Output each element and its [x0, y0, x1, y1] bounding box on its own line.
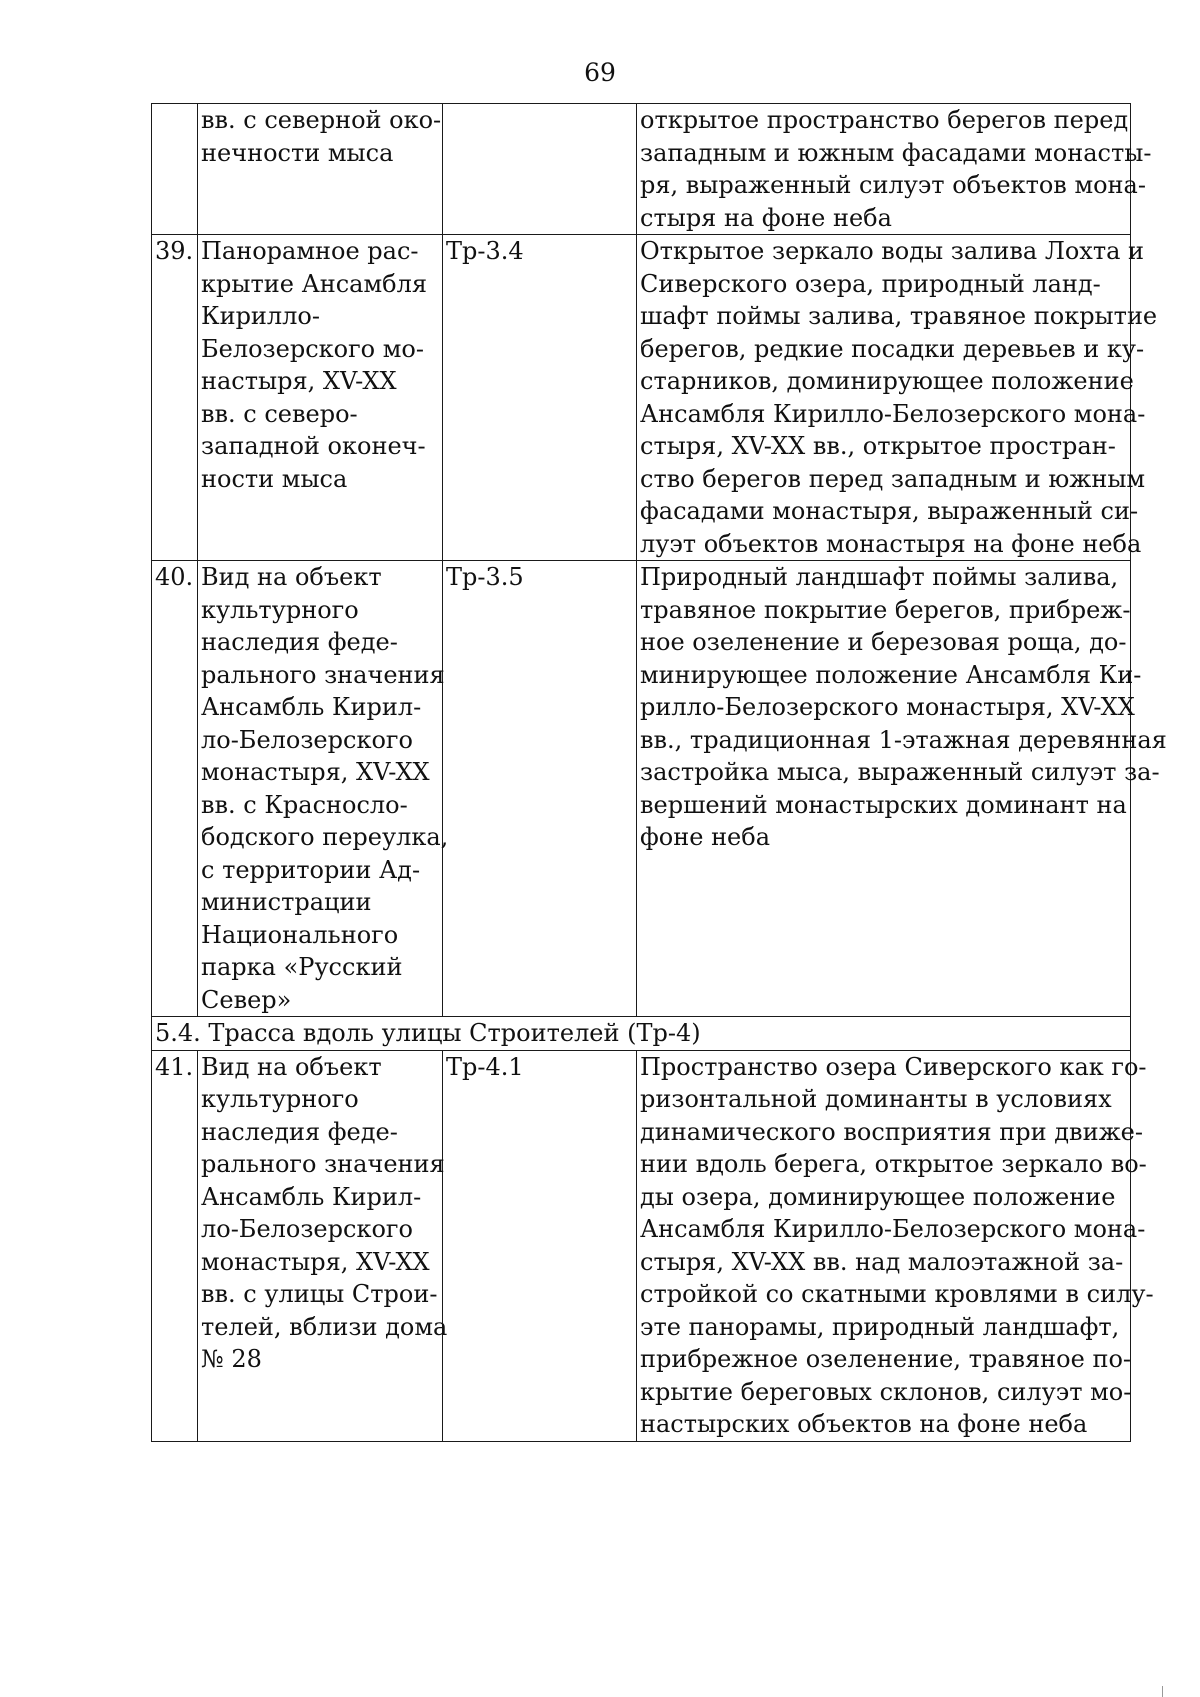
view-description-line: Ансамбля Кирилло-Белозерского мона- [640, 1215, 1146, 1243]
view-name-line: западной оконеч- [201, 432, 426, 460]
row-number [152, 561, 198, 1017]
view-name-line: бодского переулка, [201, 823, 449, 851]
route-code-text: Тр-4.1 [446, 1052, 524, 1081]
view-name-line: парка «Русский [201, 953, 403, 981]
view-description-line: крытие береговых склонов, силуэт мо- [640, 1377, 1132, 1406]
view-description-line: настырских объектов на фоне неба [640, 1410, 1088, 1438]
view-name-line: № 28 [201, 1345, 262, 1373]
view-name-line: вв. с северо- [201, 399, 358, 428]
route-code [443, 235, 637, 561]
view-description [637, 1050, 1154, 1441]
view-name-line: Вид на объект [201, 1052, 382, 1081]
view-name-line: с территории Ад- [201, 855, 421, 884]
row-number-text: 40. [155, 563, 194, 591]
view-description-line: вершений монастырских доминант на [640, 790, 1127, 819]
view-name [198, 1050, 448, 1441]
page-number: 69 [584, 58, 616, 87]
table-row [152, 104, 1131, 235]
view-description-line: Сиверского озера, природный ланд- [640, 269, 1101, 298]
view-name-line: монастыря, XV-XX [201, 1247, 430, 1276]
view-name-line: министрации [201, 888, 372, 916]
view-description-line: нии вдоль берега, открытое зеркало во- [640, 1150, 1147, 1178]
heritage-table [151, 103, 1167, 1442]
view-name-line: ло-Белозерского [201, 1215, 413, 1243]
view-name-line: крытие Ансамбля [201, 269, 427, 298]
view-name-line: Ансамбль Кирил- [201, 1182, 422, 1211]
row-number-text: 41. [155, 1052, 194, 1081]
view-description-line: травяное покрытие берегов, прибреж- [640, 595, 1131, 624]
route-code [443, 561, 637, 1017]
view-name-line: Панорамное рас- [201, 237, 419, 265]
view-name-line: телей, вблизи дома [201, 1312, 448, 1341]
view-name-line: наследия феде- [201, 628, 398, 656]
view-name-line: культурного [201, 595, 359, 624]
view-description-line: ря, выраженный силуэт объектов мона- [640, 171, 1146, 199]
view-description-line: стыря, XV-XX вв. над малоэтажной за- [640, 1247, 1124, 1276]
view-name-line: Север» [201, 985, 292, 1014]
view-name-line: Вид на объект [201, 563, 382, 591]
view-name [198, 235, 443, 561]
view-name-line: ности мыса [201, 464, 348, 493]
view-description-line: ризонтальной доминанты в условиях [640, 1085, 1112, 1113]
view-name-line: настыря, XV-XX [201, 367, 397, 395]
view-description-line: Пространство озера Сиверского как го- [640, 1052, 1147, 1081]
view-description-line: рилло-Белозерского монастыря, XV-XX [640, 693, 1135, 721]
view-description-line: эте панорамы, природный ландшафт, [640, 1312, 1120, 1341]
view-name-line: рального значения [201, 660, 445, 689]
view-description-line: вв., традиционная 1-этажная деревянная [640, 725, 1167, 754]
view-description-line: стыря на фоне неба [640, 203, 892, 232]
row-number [152, 1050, 198, 1441]
view-description-line: стройкой со скатными кровлями в силу- [640, 1280, 1154, 1308]
view-name [198, 104, 443, 235]
view-name-line: вв. с улицы Строи- [201, 1280, 438, 1308]
view-description-line: берегов, редкие посадки деревьев и ку- [640, 334, 1145, 363]
view-name-line: рального значения [201, 1150, 445, 1178]
view-description-line: фоне неба [640, 823, 771, 851]
row-number [152, 104, 198, 235]
view-description-line: старников, доминирующее положение [640, 367, 1134, 395]
route-code-text: Тр-3.5 [446, 563, 524, 591]
view-description-line: стыря, XV-XX вв., открытое простран- [640, 432, 1116, 460]
table-row [152, 235, 1131, 561]
view-name-line: монастыря, XV-XX [201, 758, 430, 786]
row-number [152, 235, 198, 561]
view-name-line: Кирилло- [201, 302, 320, 330]
view-name [198, 561, 449, 1017]
view-description-line: шафт поймы залива, травяное покрытие [640, 302, 1158, 330]
row-number-text: 39. [155, 237, 194, 265]
view-name-line: вв. с Красносло- [201, 790, 408, 819]
view-description-line: динамического восприятия при движе- [640, 1117, 1143, 1146]
view-description [637, 104, 1152, 235]
view-description-line: западным и южным фасадами монасты- [640, 138, 1152, 167]
scan-mark [1162, 1686, 1163, 1697]
section-row [152, 1017, 1131, 1051]
table-row [152, 1050, 1131, 1441]
route-code [443, 1050, 637, 1441]
view-name-line: нечности мыса [201, 138, 394, 167]
view-name-line: Белозерского мо- [201, 334, 424, 363]
view-description-line: прибрежное озеленение, травяное по- [640, 1345, 1132, 1373]
view-name-line: вв. с северной око- [201, 106, 442, 134]
view-name-line: Национального [201, 920, 399, 949]
view-description-line: луэт объектов монастыря на фоне неба [640, 529, 1142, 558]
route-code [443, 104, 637, 235]
view-description-line: Ансамбля Кирилло-Белозерского мона- [640, 399, 1146, 428]
view-description-line: ды озера, доминирующее положение [640, 1182, 1116, 1211]
view-name-line: Ансамбль Кирил- [201, 693, 422, 721]
view-description-line: минирующее положение Ансамбля Ки- [640, 660, 1142, 689]
view-name-line: культурного [201, 1085, 359, 1113]
view-name-line: наследия феде- [201, 1117, 398, 1146]
view-description-line: открытое пространство берегов перед [640, 106, 1129, 134]
table-row [152, 561, 1131, 1017]
view-description [637, 235, 1158, 561]
view-description-line: ство берегов перед западным и южным [640, 464, 1146, 493]
section-heading: 5.4. Трасса вдоль улицы Строителей (Тр-4) [152, 1017, 1131, 1051]
view-description-line: застройка мыса, выраженный силуэт за- [640, 758, 1160, 786]
view-description-line: Открытое зеркало воды залива Лохта и [640, 237, 1145, 265]
view-description [637, 561, 1167, 1017]
view-description-line: Природный ландшафт поймы залива, [640, 563, 1119, 591]
view-description-line: ное озеленение и березовая роща, до- [640, 628, 1127, 656]
route-code-text: Тр-3.4 [446, 237, 524, 265]
view-description-line: фасадами монастыря, выраженный си- [640, 497, 1139, 525]
view-name-line: ло-Белозерского [201, 725, 413, 754]
